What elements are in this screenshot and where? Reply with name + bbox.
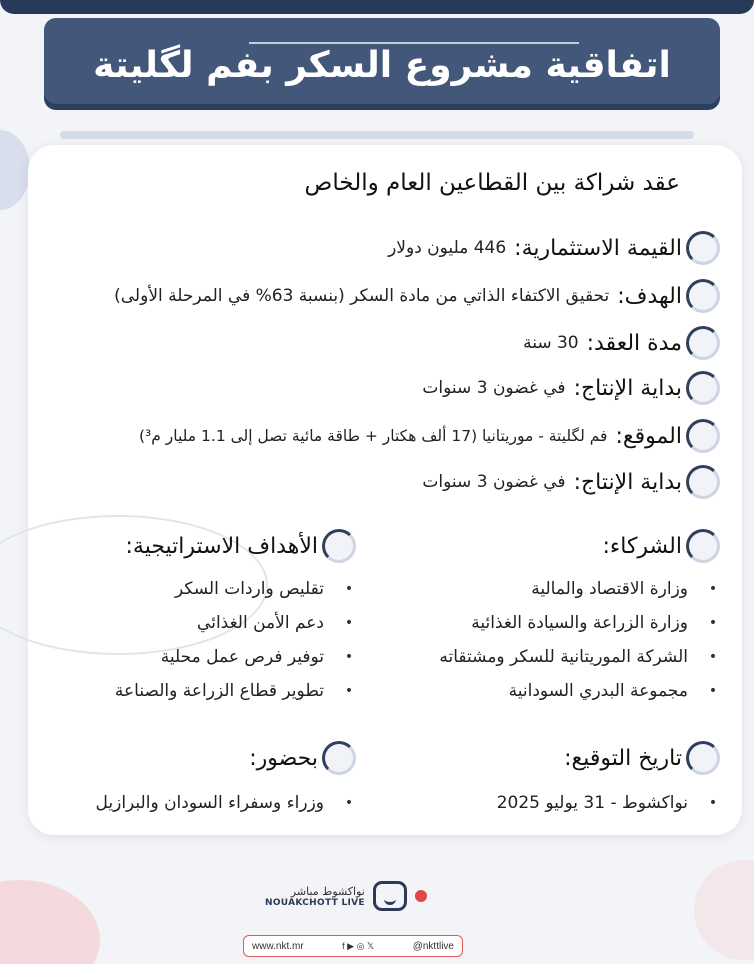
- goals-section: [40, 526, 360, 708]
- title-divider: [249, 42, 579, 44]
- logo-arabic: نواكشوط مباشر: [290, 884, 365, 898]
- list-item: • دعم الأمن الغذائي: [40, 606, 360, 640]
- list-item: • توفير فرص عمل محلية: [40, 640, 360, 674]
- bullet-circle-icon: [686, 326, 720, 360]
- decor-blob-red: [0, 880, 100, 964]
- bullet-dot-icon: •: [344, 615, 354, 631]
- bullet-dot-icon: •: [708, 683, 718, 699]
- bullet-circle-icon: [322, 741, 356, 775]
- detail-row-duration: [40, 323, 724, 363]
- title-underline-bar: [60, 131, 694, 139]
- bullet-circle-icon: [686, 371, 720, 405]
- detail-label: مدة العقد:: [586, 330, 682, 356]
- top-bar: [0, 0, 754, 14]
- detail-value: 30 سنة: [523, 333, 579, 353]
- list-item: • تقليص واردات السكر: [40, 572, 360, 606]
- detail-label: بداية الإنتاج:: [573, 469, 682, 495]
- website-link[interactable]: www.nkt.mr: [252, 940, 304, 952]
- detail-row-goal: [40, 276, 724, 316]
- brand-logo: [265, 878, 445, 914]
- bullet-circle-icon: [686, 741, 720, 775]
- decor-blob-left: [0, 130, 30, 210]
- bullet-dot-icon: •: [344, 581, 354, 597]
- detail-label: الهدف:: [617, 283, 682, 309]
- bullet-dot-icon: •: [344, 683, 354, 699]
- list-item: • نواكشوط - 31 يوليو 2025: [404, 786, 724, 820]
- bullet-circle-icon: [322, 529, 356, 563]
- bullet-dot-icon: •: [708, 649, 718, 665]
- list-item: • مجموعة البدري السودانية: [404, 674, 724, 708]
- bullet-circle-icon: [686, 419, 720, 453]
- list-item: • وزارة الزراعة والسيادة الغذائية: [404, 606, 724, 640]
- detail-label: القيمة الاستثمارية:: [514, 235, 682, 261]
- decor-blob-right: [694, 860, 754, 960]
- page-title: اتفاقية مشروع السكر بفم لگليتة: [93, 44, 671, 86]
- detail-value: في غضون 3 سنوات: [422, 472, 566, 492]
- logo-mark-icon: [373, 881, 407, 911]
- bullet-dot-icon: •: [708, 581, 718, 597]
- bullet-dot-icon: •: [344, 795, 354, 811]
- section-heading: الشركاء:: [602, 533, 682, 559]
- detail-row-production-start-2: [40, 462, 724, 502]
- title-banner: [44, 18, 720, 104]
- bullet-dot-icon: •: [708, 795, 718, 811]
- detail-label: بداية الإنتاج:: [573, 375, 682, 401]
- detail-value: فم لگليتة - موريتانيا (17 ألف هكتار + طاقة مائية تصل إلى 1.1 مليار م³): [138, 427, 608, 445]
- social-icons[interactable]: f ▶ ◎ 𝕏: [342, 940, 375, 951]
- bullet-circle-icon: [686, 465, 720, 499]
- bullet-circle-icon: [686, 231, 720, 265]
- detail-value: 446 مليون دولار: [388, 238, 507, 258]
- signing-section: [404, 738, 724, 820]
- subtitle: عقد شراكة بين القطاعين العام والخاص: [304, 170, 680, 196]
- bullet-circle-icon: [686, 279, 720, 313]
- detail-label: الموقع:: [615, 423, 682, 449]
- logo-english: NOUAKCHOTT LIVE: [265, 897, 365, 908]
- footer-contact-bar: [243, 935, 463, 957]
- social-handle[interactable]: @nkttlive: [412, 940, 454, 952]
- detail-row-location: [30, 416, 724, 456]
- detail-row-investment: [40, 228, 724, 268]
- logo-dot-icon: [415, 890, 427, 902]
- section-heading: بحضور:: [249, 745, 318, 771]
- bullet-circle-icon: [686, 529, 720, 563]
- section-heading: تاريخ التوقيع:: [564, 745, 682, 771]
- list-item: • تطوير قطاع الزراعة والصناعة: [40, 674, 360, 708]
- attendance-section: [40, 738, 360, 820]
- list-item: • وزارة الاقتصاد والمالية: [404, 572, 724, 606]
- detail-value: تحقيق الاكتفاء الذاتي من مادة السكر (بنسبة 63% في المرحلة الأولى): [114, 286, 610, 306]
- bullet-dot-icon: •: [708, 615, 718, 631]
- section-heading: الأهداف الاستراتيجية:: [125, 533, 318, 559]
- list-item: • الشركة الموريتانية للسكر ومشتقاته: [404, 640, 724, 674]
- detail-value: في غضون 3 سنوات: [422, 378, 566, 398]
- bullet-dot-icon: •: [344, 649, 354, 665]
- list-item: • وزراء وسفراء السودان والبرازيل: [40, 786, 360, 820]
- detail-row-production-start: [40, 368, 724, 408]
- partners-section: [404, 526, 724, 708]
